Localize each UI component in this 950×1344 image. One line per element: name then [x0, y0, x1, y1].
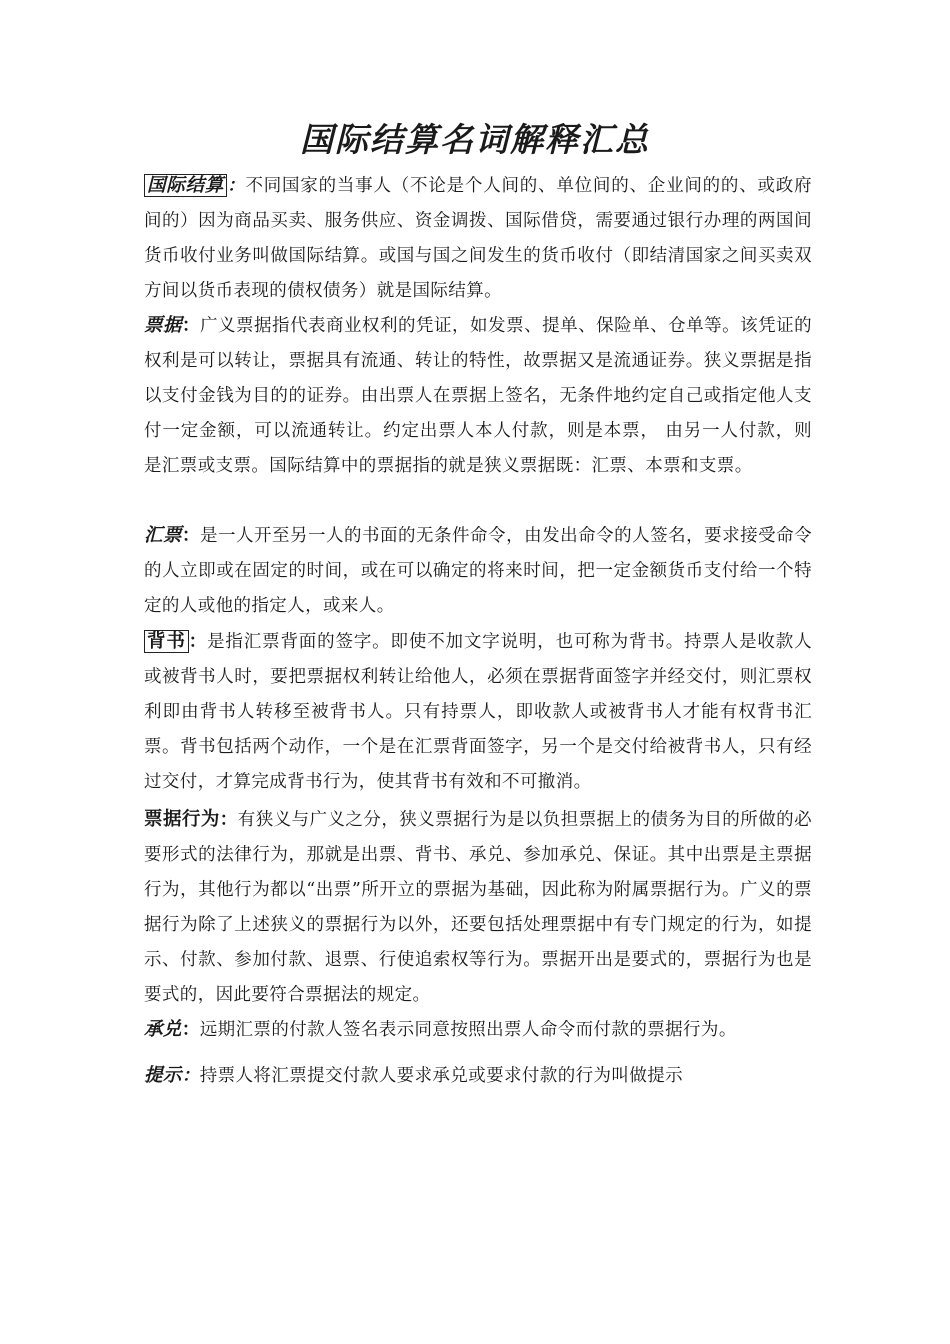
entry-term: 提示 — [144, 1065, 182, 1086]
entry-definition: 持票人将汇票提交付款人要求承兑或要求付款的行为叫做提示 — [199, 1066, 684, 1086]
entry-term: 汇票 — [144, 525, 183, 546]
entry-separator: ： — [219, 810, 238, 830]
entry-separator: ： — [182, 316, 201, 336]
entry-definition: 有狭义与广义之分，狭义票据行为是以负担票据上的债务为目的所做的必要形式的法律行为，那就是出票、背书、承兑、参加承兑、保证。其中出票是主票据行为，其他行为都以“出票”所开立的票据为基础，因此称为附属票据行为。广义的票据行为除了上述狭义的票据行为以外，还要包括处理票据中有专门规定的行为，如提示、付款、参加付款、退票、行使追索权等行为。票据开出是要式的，票据行为也是要式的，因此要符合票据法的规定。 — [144, 810, 812, 1005]
entry-separator: ： — [181, 1066, 200, 1086]
entry-separator: ： — [188, 632, 208, 652]
page-title: 国际结算名词解释汇总 — [300, 120, 650, 159]
entry-separator: ： — [227, 176, 246, 196]
entry-definition: 广义票据指代表商业权利的凭证，如发票、提单、保险单、仓单等。该凭证的权利是可以转让，票据具有流通、转让的特性，故票据又是流通证券。狭义票据是指以支付金钱为目的的证券。由出票人在票据上签名，无条件地约定自己或指定他人支付一定金额，可以流通转让。约定出票人本人付款，则是本票， 由另一人付款，则是汇票或支票。国际结算中的票据指的就是狭义票据既：汇票、本票和支票。 — [144, 316, 812, 476]
entry-instrument — [144, 308, 812, 484]
entry-definition: 不同国家的当事人（不论是个人间的、单位间的、企业间的的、或政府间的）因为商品买卖、服务供应、资金调拨、国际借贷，需要通过银行办理的两国间货币收付业务叫做国际结算。或国与国之间发生的货币收付（即结清国家之间买卖双方间以货币表现的债权债务）就是国际结算。 — [144, 176, 812, 301]
entry-definition: 是指汇票背面的签字。即使不加文字说明，也可称为背书。持票人是收款人或被背书人时，要把票据权利转让给他人，必须在票据背面签字并经交付，则汇票权利即由背书人转移至被背书人。只有持票人，即收款人或被背书人才能有权背书汇票。背书包括两个动作，一个是在汇票背面签字，另一个是交付给被背书人，只有经过交付，才算完成背书行为，使其背书有效和不可撤消。 — [144, 632, 813, 792]
entry-bill-of-exchange — [144, 518, 812, 624]
entry-term: 背书 — [144, 630, 189, 653]
entry-presentment — [144, 1058, 812, 1094]
entry-international-settlement — [144, 168, 812, 309]
entry-term: 承兑 — [144, 1019, 182, 1040]
entry-definition: 远期汇票的付款人签名表示同意按照出票人命令而付款的票据行为。 — [199, 1020, 737, 1040]
entry-term: 票据 — [144, 315, 183, 336]
entry-definition: 是一人开至另一人的书面的无条件命令，由发出命令的人签名，要求接受命令的人立即或在固定的时间，或在可以确定的将来时间，把一定金额货币支付给一个特定的人或他的指定人，或来人。 — [144, 526, 812, 616]
entry-endorsement — [144, 624, 812, 800]
entry-acceptance — [144, 1012, 812, 1048]
entry-separator: ： — [182, 526, 201, 546]
entry-term: 票据行为 — [144, 809, 220, 830]
entry-term: 国际结算 — [144, 174, 227, 197]
entry-separator: ： — [181, 1020, 200, 1040]
entry-instrument-act — [144, 802, 812, 1013]
